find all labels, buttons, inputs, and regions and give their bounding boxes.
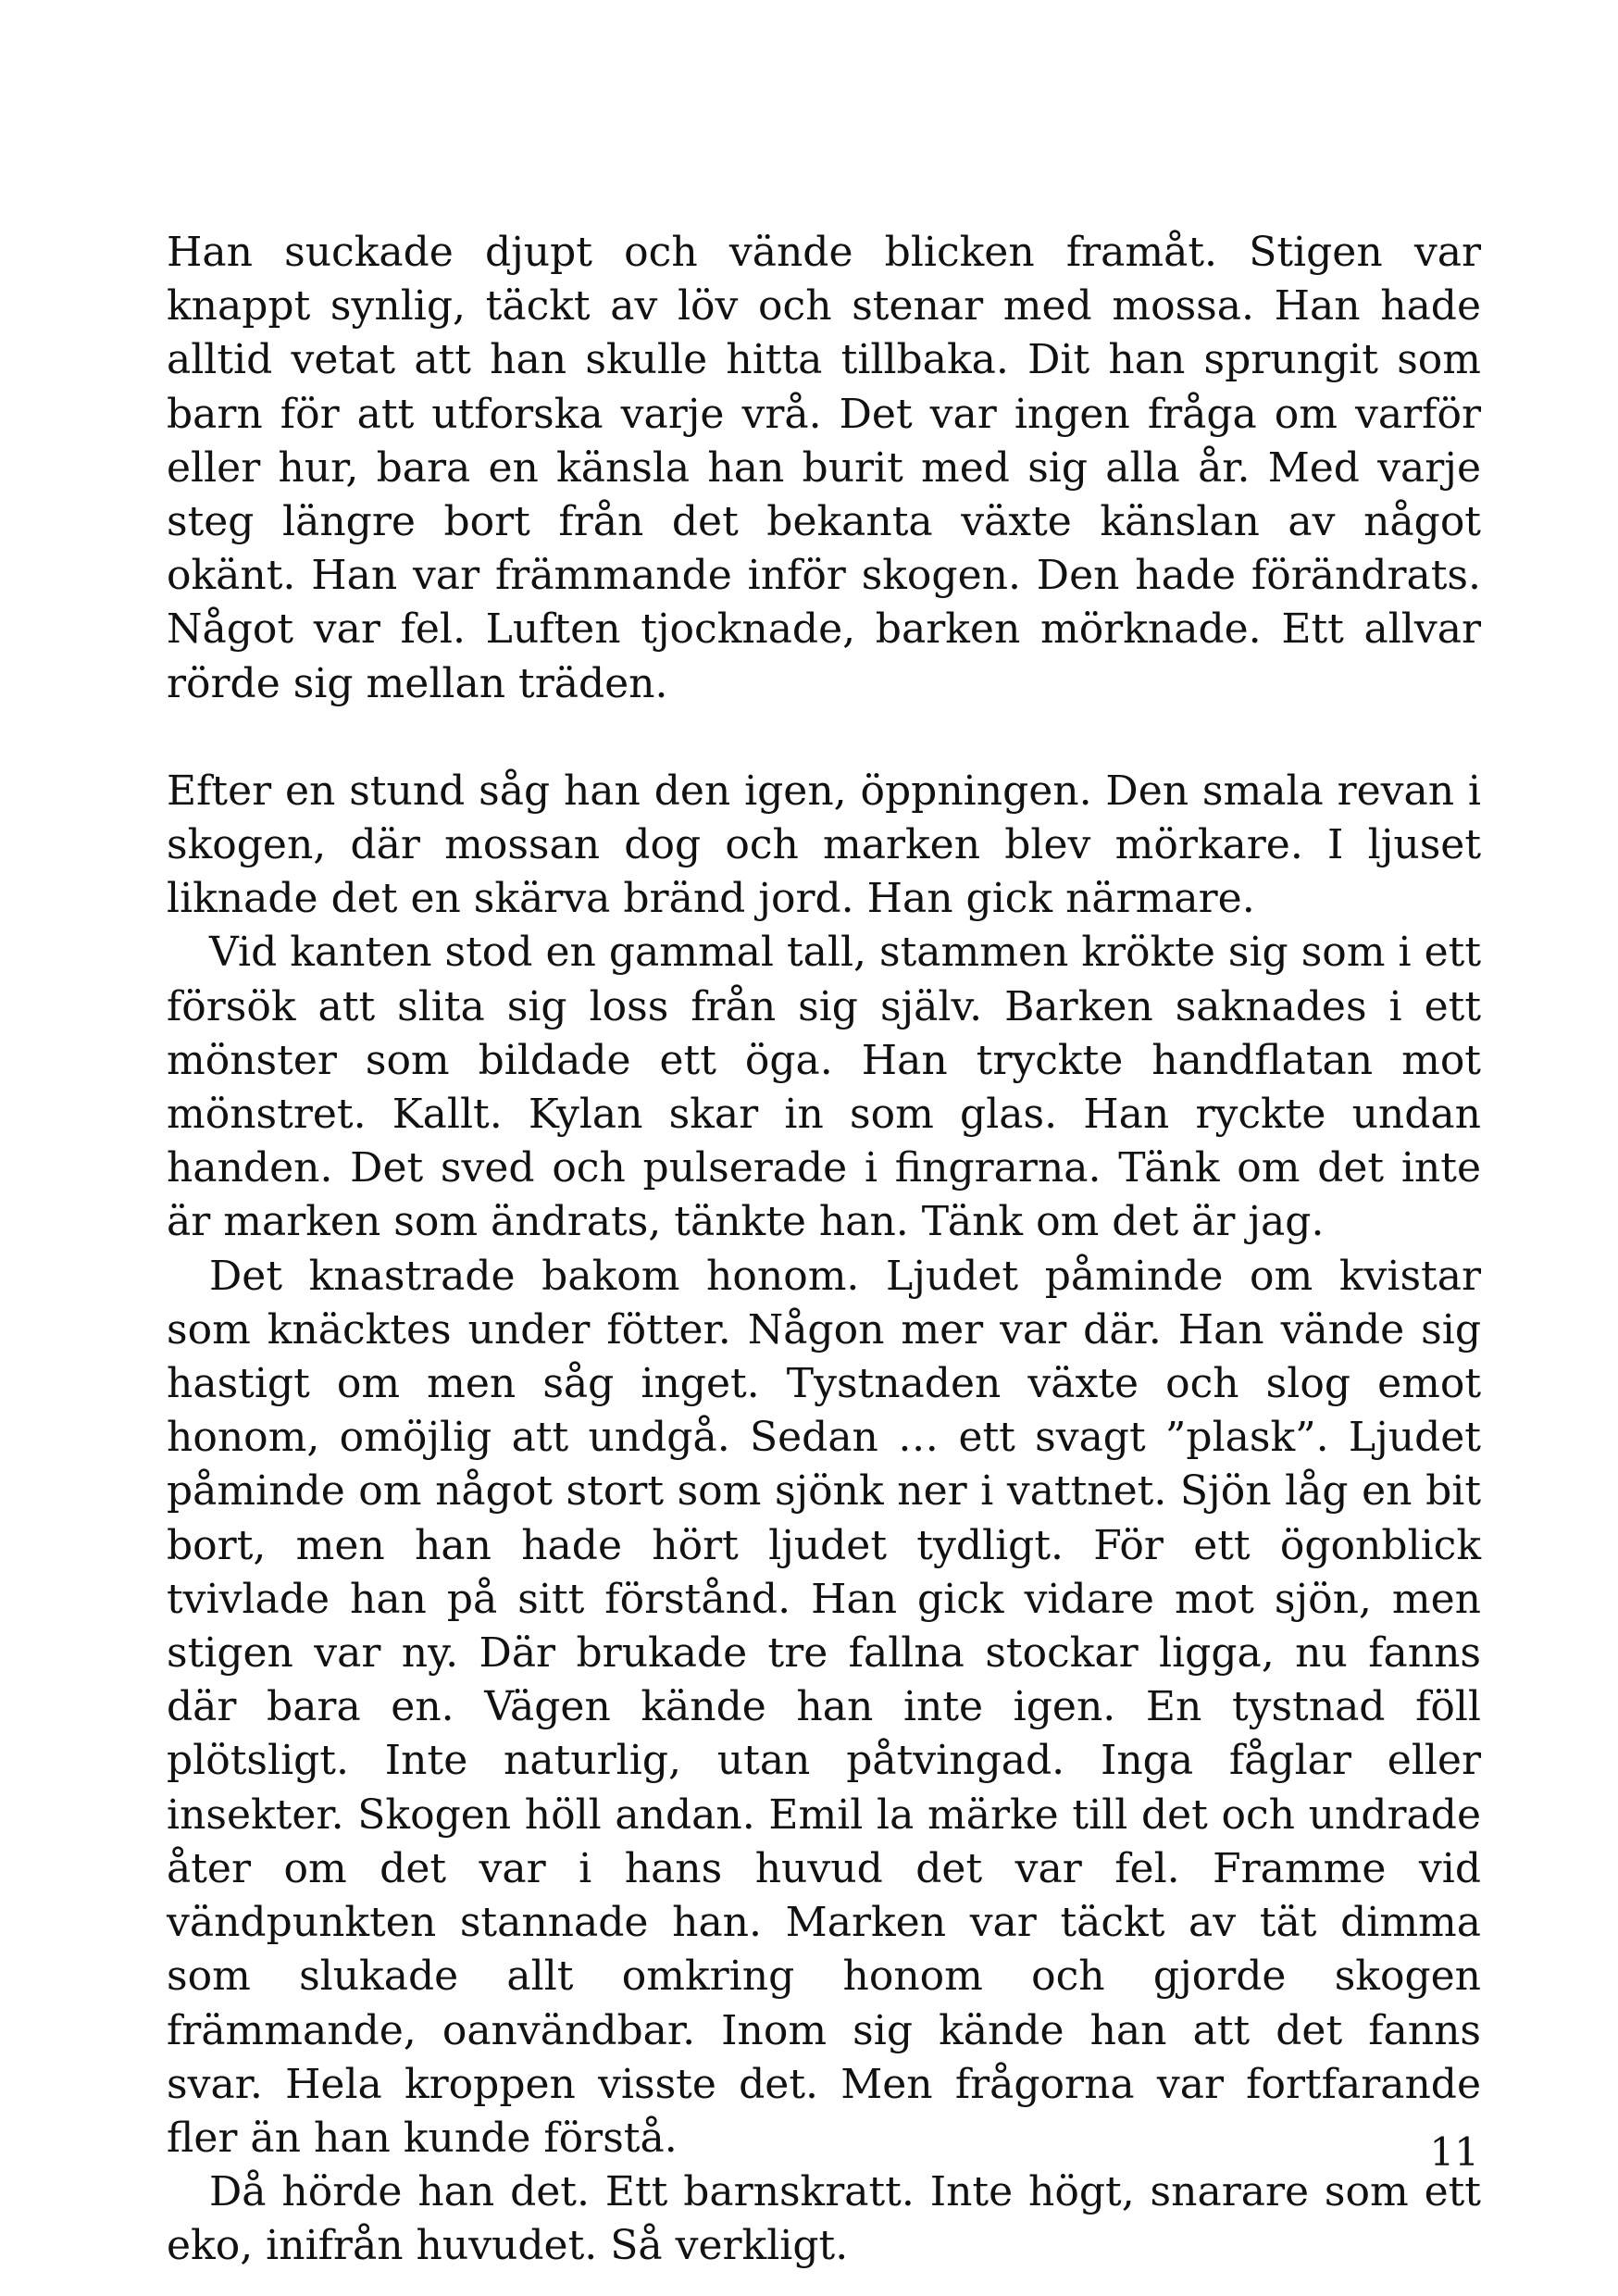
body-text xyxy=(167,226,1481,2274)
paragraph-4: Det knastrade bakom honom. Ljudet påminde om kvistar som knäcktes under fötter. Någon mer var där. Han vände sig hastigt om men såg inget. Tystnaden växte och slog emot honom, omöjlig att undgå. Sedan … ett svagt ”plask”. Ljudet påminde om något stort som sjönk ner i vattnet. Sjön låg en bit bort, men han hade hört ljudet tydligt. För ett ögonblick tvivlade han på sitt förstånd. Han gick vidare mot sjön, men stigen var ny. Där brukade tre fallna stockar ligga, nu fanns där bara en. Vägen kände han inte igen. En tystnad föll plötsligt. Inte naturlig, utan påtvingad. Inga fåglar eller insekter. Skogen höll andan. Emil la märke till det och undrade åter om det var i hans huvud det var fel. Framme vid vändpunkten stannade han. Marken var täckt av tät dimma som slukade allt omkring honom och gjorde skogen främmande, oanvändbar. Inom sig kände han att det fanns svar. Hela kroppen visste det. Men frågorna var fortfarande fler än han kunde förstå. xyxy=(167,1252,1481,2162)
page-number: 11 xyxy=(1429,2129,1479,2175)
paragraph-2: Efter en stund såg han den igen, öppningen. Den smala revan i skogen, där mossan dog och marken blev mörkare. I ljuset liknade det en skärva bränd jord. Han gick närmare. xyxy=(167,767,1481,923)
paragraph-1: Han suckade djupt och vände blicken framåt. Stigen var knappt synlig, täckt av löv och stenar med mossa. Han hade alltid vetat att han skulle hitta tillbaka. Dit han sprungit som barn för att utforska varje vrå. Det var ingen fråga om varför eller hur, bara en känsla han burit med sig alla år. Med varje steg längre bort från det bekanta växte känslan av något okänt. Han var främmande inför skogen. Den hade förändrats. Något var fel. Luften tjocknade, barken mörknade. Ett allvar rörde sig mellan träden. xyxy=(167,229,1481,707)
paragraph-3: Vid kanten stod en gammal tall, stammen krökte sig som i ett försök att slita sig loss från sig själv. Barken saknades i ett mönster som bildade ett öga. Han tryckte handflatan mot mönstret. Kallt. Kylan skar in som glas. Han ryckte undan handen. Det sved och pulserade i fingrarna. Tänk om det inte är marken som ändrats, tänkte han. Tänk om det är jag. xyxy=(167,929,1481,1246)
paragraph-5: Då hörde han det. Ett barnskratt. Inte högt, snarare som ett eko, inifrån huvudet. Så verkligt. xyxy=(167,2168,1481,2270)
